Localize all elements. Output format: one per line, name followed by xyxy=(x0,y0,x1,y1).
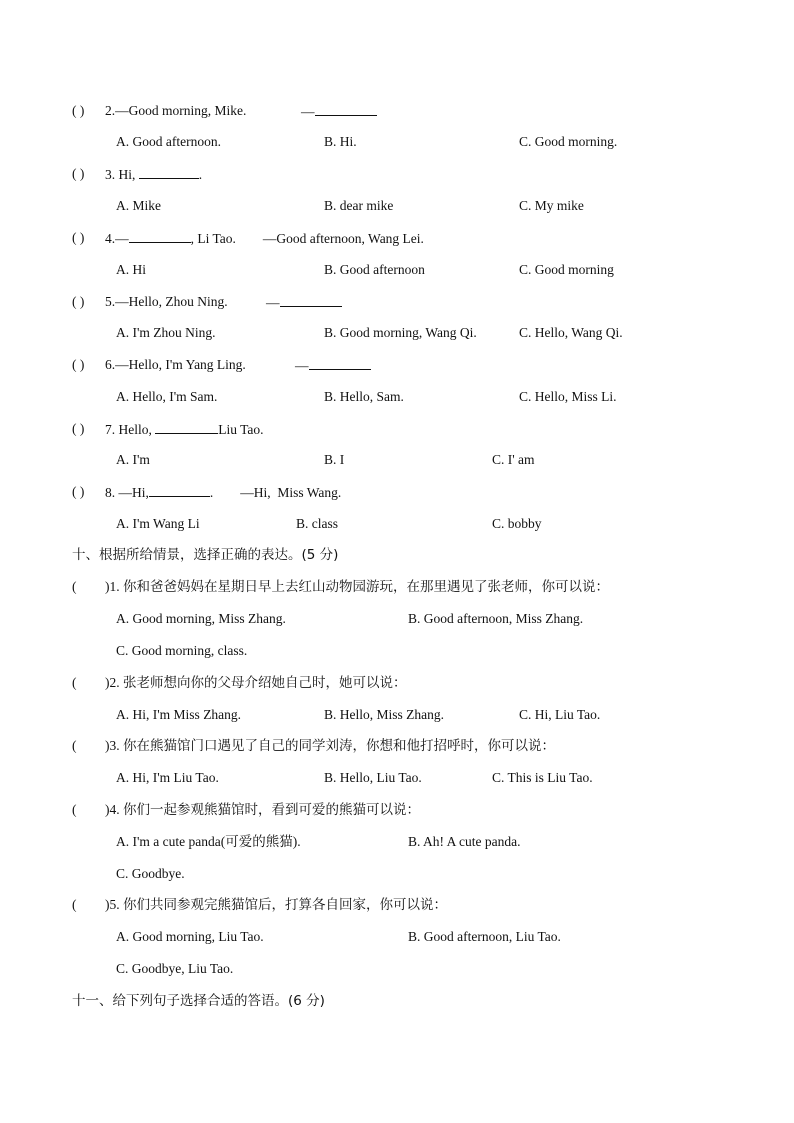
options-row xyxy=(0,196,794,216)
options-row xyxy=(0,323,794,343)
section-heading: 十、根据所给情景，选择正确的表达。(5 分) xyxy=(72,547,339,563)
options-row xyxy=(0,832,794,852)
option-b[interactable]: B. Hello, Liu Tao. xyxy=(324,770,422,785)
question-text: )5. 你们共同参观完熊猫馆后，打算各自回家，你可以说： xyxy=(105,897,447,912)
question-text: 7. Hello, Liu Tao. xyxy=(105,419,264,440)
option-c[interactable]: C. Goodbye, Liu Tao. xyxy=(116,961,234,976)
answer-blank[interactable] xyxy=(155,419,218,434)
question-text: 2.—Good morning, Mike. xyxy=(105,103,247,118)
option-a[interactable]: A. Good morning, Liu Tao. xyxy=(116,929,264,944)
s10-question-1 xyxy=(0,577,794,597)
option-a[interactable]: A. Good morning, Miss Zhang. xyxy=(116,611,286,626)
answer-paren[interactable]: ( xyxy=(72,802,77,817)
options-row xyxy=(0,705,794,725)
section-10-heading-row xyxy=(0,545,794,565)
s10-question-3 xyxy=(0,736,794,756)
question-text: 5.—Hello, Zhou Ning. xyxy=(105,294,228,309)
option-b[interactable]: B. dear mike xyxy=(324,198,394,213)
answer-paren[interactable]: ( xyxy=(72,675,77,690)
question-2 xyxy=(0,101,794,121)
question-text: )2. 张老师想向你的父母介绍她自己时，她可以说： xyxy=(105,675,407,690)
answer-blank[interactable] xyxy=(149,482,210,497)
option-c[interactable]: C. Hello, Miss Li. xyxy=(519,389,617,404)
option-a[interactable]: A. Mike xyxy=(116,198,161,213)
option-a[interactable]: A. Hi, I'm Liu Tao. xyxy=(116,770,219,785)
option-c[interactable]: C. Goodbye. xyxy=(116,866,185,881)
question-5 xyxy=(0,292,794,312)
option-b[interactable]: B. Good afternoon xyxy=(324,262,425,277)
question-text: )1. 你和爸爸妈妈在星期日早上去红山动物园游玩，在那里遇见了张老师，你可以说： xyxy=(105,579,609,594)
options-row xyxy=(0,927,794,947)
option-b[interactable]: B. Ah! A cute panda. xyxy=(408,834,521,849)
answer-paren[interactable]: ( xyxy=(72,738,77,753)
options-row xyxy=(0,387,794,407)
option-a[interactable]: A. I'm Wang Li xyxy=(116,516,200,531)
option-c[interactable]: C. bobby xyxy=(492,516,542,531)
question-4 xyxy=(0,228,794,248)
options-row xyxy=(0,609,794,629)
answer-paren[interactable]: ( ) xyxy=(72,103,85,118)
options-row xyxy=(0,260,794,280)
question-text: )3. 你在熊猫馆门口遇见了自己的同学刘涛，你想和他打招呼时，你可以说： xyxy=(105,738,555,753)
option-a[interactable]: A. Hello, I'm Sam. xyxy=(116,389,218,404)
option-a[interactable]: A. Hi, I'm Miss Zhang. xyxy=(116,707,242,722)
option-b[interactable]: B. Good morning, Wang Qi. xyxy=(324,325,477,340)
answer-blank[interactable] xyxy=(309,355,371,370)
question-dash: — xyxy=(295,355,371,376)
answer-paren[interactable]: ( ) xyxy=(72,294,85,309)
answer-paren[interactable]: ( ) xyxy=(72,484,85,499)
question-text: 3. Hi, . xyxy=(105,164,202,185)
option-a[interactable]: A. I'm Zhou Ning. xyxy=(116,325,216,340)
question-text: 6.—Hello, I'm Yang Ling. xyxy=(105,357,246,372)
answer-paren[interactable]: ( xyxy=(72,579,77,594)
option-c[interactable]: C. Good morning xyxy=(519,262,614,277)
answer-paren[interactable]: ( ) xyxy=(72,230,85,245)
option-b[interactable]: B. Hi. xyxy=(324,134,357,149)
option-b[interactable]: B. class xyxy=(296,516,338,531)
options-row xyxy=(0,768,794,788)
question-text: 4.— , Li Tao. —Good afternoon, Wang Lei. xyxy=(105,228,424,249)
options-row xyxy=(0,132,794,152)
answer-paren[interactable]: ( ) xyxy=(72,166,85,181)
question-dash: — xyxy=(266,292,342,313)
option-b[interactable]: B. Good afternoon, Miss Zhang. xyxy=(408,611,584,626)
option-b[interactable]: B. I xyxy=(324,452,345,467)
s10-question-5 xyxy=(0,895,794,915)
option-b[interactable]: B. Hello, Miss Zhang. xyxy=(324,707,444,722)
option-b[interactable]: B. Hello, Sam. xyxy=(324,389,404,404)
options-row xyxy=(0,864,794,884)
question-dash: — xyxy=(301,101,377,122)
section-heading: 十一、给下列句子选择合适的答语。(6 分) xyxy=(72,993,325,1009)
option-c[interactable]: C. This is Liu Tao. xyxy=(492,770,593,785)
option-c[interactable]: C. Hi, Liu Tao. xyxy=(519,707,601,722)
option-a[interactable]: A. I'm xyxy=(116,452,150,467)
answer-paren[interactable]: ( ) xyxy=(72,421,85,436)
options-row xyxy=(0,641,794,661)
question-6 xyxy=(0,355,794,375)
options-row xyxy=(0,450,794,470)
option-c[interactable]: C. My mike xyxy=(519,198,584,213)
question-3 xyxy=(0,164,794,184)
option-c[interactable]: C. Good morning, class. xyxy=(116,643,248,658)
option-c[interactable]: C. I' am xyxy=(492,452,535,467)
option-c[interactable]: C. Good morning. xyxy=(519,134,618,149)
option-b[interactable]: B. Good afternoon, Liu Tao. xyxy=(408,929,561,944)
s10-question-4 xyxy=(0,800,794,820)
answer-blank[interactable] xyxy=(280,292,342,307)
answer-blank[interactable] xyxy=(139,164,199,179)
option-a[interactable]: A. I'm a cute panda(可爱的熊猫). xyxy=(116,834,301,849)
answer-paren[interactable]: ( ) xyxy=(72,357,85,372)
answer-blank[interactable] xyxy=(129,228,191,243)
option-a[interactable]: A. Good afternoon. xyxy=(116,134,221,149)
options-row xyxy=(0,959,794,979)
answer-blank[interactable] xyxy=(315,101,377,116)
question-text: )4. 你们一起参观熊猫馆时，看到可爱的熊猫可以说： xyxy=(105,802,420,817)
answer-paren[interactable]: ( xyxy=(72,897,77,912)
s10-question-2 xyxy=(0,673,794,693)
section-11-heading-row xyxy=(0,991,794,1011)
question-8 xyxy=(0,482,794,502)
question-7 xyxy=(0,419,794,439)
question-text: 8. —Hi, . —Hi, Miss Wang. xyxy=(105,482,341,503)
option-c[interactable]: C. Hello, Wang Qi. xyxy=(519,325,623,340)
options-row xyxy=(0,514,794,534)
option-a[interactable]: A. Hi xyxy=(116,262,146,277)
